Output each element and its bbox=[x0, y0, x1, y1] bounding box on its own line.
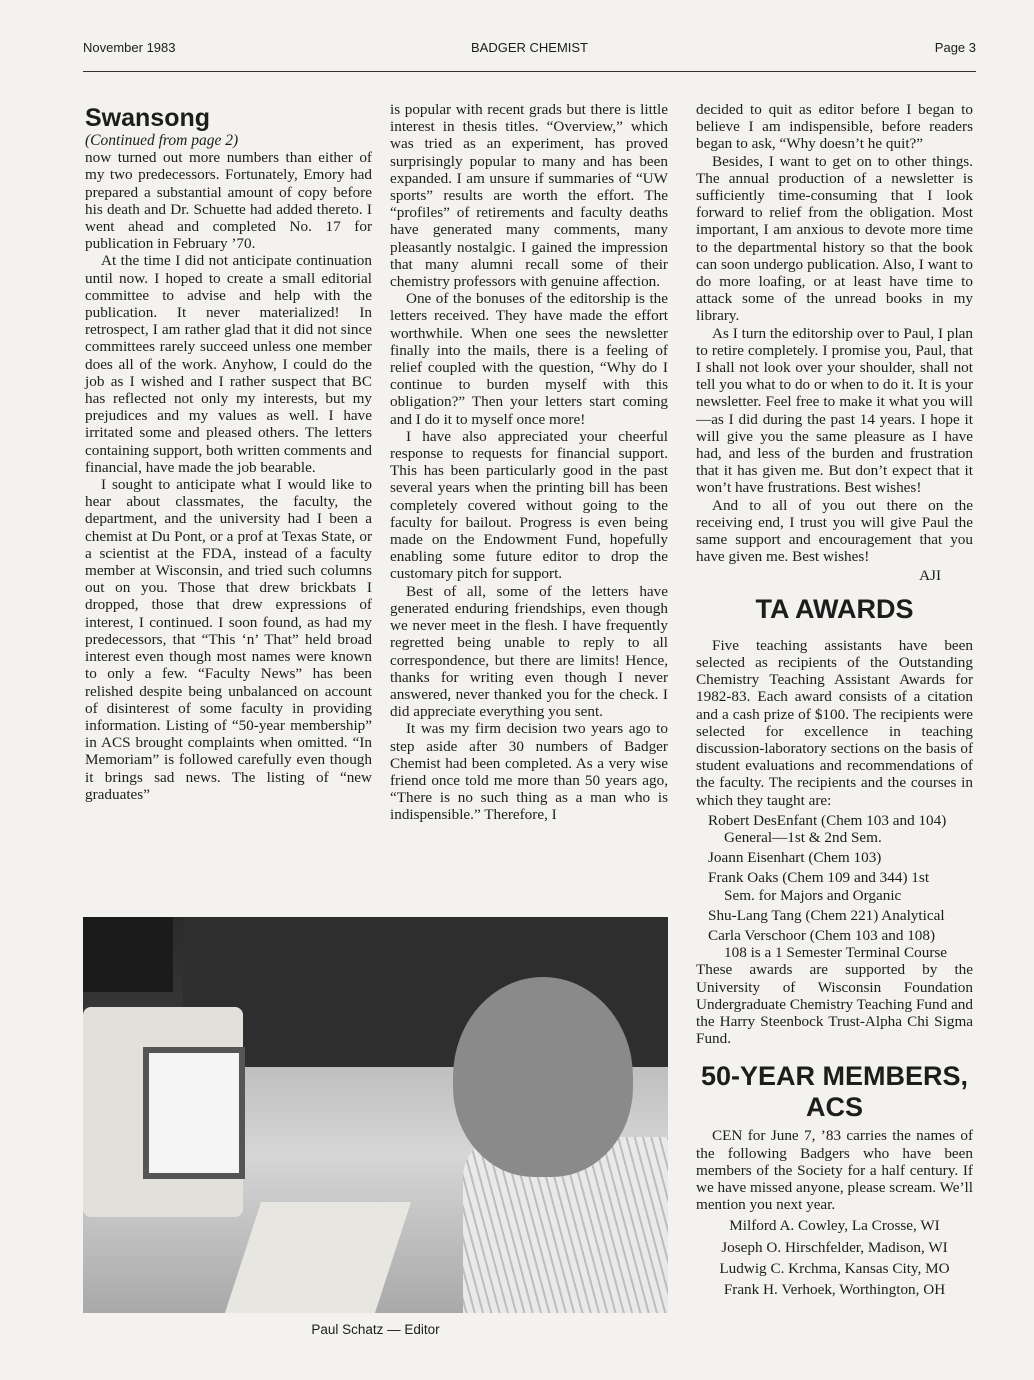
recipient-item bbox=[696, 907, 973, 924]
recipient-detail: Sem. for Majors and Organic bbox=[724, 886, 902, 904]
computer-screen bbox=[143, 1047, 245, 1179]
paragraph: now turned out more numbers than either of my two predecessors. Fortunately, Emory had prepared a substantial amount of copy before his death and Dr. Schuette had added thereto. I went ahead and completed No. 17 for publication in February ’70. bbox=[85, 149, 372, 253]
ta-awards-closing: These awards are supported by the University of Wisconsin Foundation Undergraduate Chemistry Teaching Fund and the Harry Steenbock Trust-Alpha Chi Sigma Fund. bbox=[696, 961, 973, 1048]
paragraph: One of the bonuses of the editorship is the letters received. They have made the effort worthwhile. When one sees the newsletter finally into the mails, there is a feeling of relief coupled with the question, “Why do I continue to burden myself with this obligation?” Then your letters start coming and I do it to myself once more! bbox=[390, 290, 668, 428]
column-3 bbox=[696, 101, 973, 1298]
paragraph: It was my firm decision two years ago to step aside after 30 numbers of Badger Chemist had been completed. As a very wise friend once told me more than 50 years ago, “There is no such thing as a man who is indispensible.” Therefore, I bbox=[390, 720, 668, 824]
recipient-detail: General—1st & 2nd Sem. bbox=[724, 828, 882, 846]
signature: AJI bbox=[919, 567, 941, 585]
person-head bbox=[453, 977, 633, 1177]
ta-awards-title: TA AWARDS bbox=[755, 593, 914, 624]
paragraph: And to all of you out there on the receiving end, I trust you will give Paul the same support and encouragement that you have given me. Best wishes! bbox=[696, 496, 973, 566]
issue-date: November 1983 bbox=[83, 40, 176, 55]
recipient-item bbox=[696, 849, 973, 866]
column-1 bbox=[85, 104, 372, 803]
wall-panel bbox=[83, 917, 173, 992]
member-item: Ludwig C. Krchma, Kansas City, MO bbox=[719, 1259, 950, 1277]
recipient-name: Shu-Lang Tang (Chem 221) Analytical bbox=[708, 906, 945, 924]
recipient-item bbox=[696, 869, 973, 903]
publication-name: BADGER CHEMIST bbox=[470, 40, 588, 55]
members-title: 50-YEAR MEMBERS, ACS bbox=[700, 1061, 969, 1123]
recipient-item bbox=[696, 812, 973, 846]
paragraph: As I turn the editorship over to Paul, I plan to retire completely. I promise you, Paul, that I shall not look over your shoulder, shall not tell you what to do or when to do it. It is your newsletter. Feel free to make it what you will—as I did during the past 14 years. I hope it will give you the same pleasure as I have had, and less of the burden and frustration that it has given me. But don’t expect that it won’t have frustrations. Best wishes! bbox=[696, 324, 973, 497]
recipient-detail: 108 is a 1 Semester Terminal Course bbox=[724, 944, 948, 962]
recipient-name: Robert DesEnfant (Chem 103 and 104) bbox=[708, 811, 947, 829]
member-item: Milford A. Cowley, La Crosse, WI bbox=[729, 1217, 940, 1235]
header-rule bbox=[83, 71, 976, 72]
paragraph: I sought to anticipate what I would like to hear about classmates, the faculty, the department, and the university had I been a chemist at Du Pont, or a prof at Texas State, or a scientist at the FDA, instead of a faculty member at Wisconsin, and tried such columns out on you. Those that drew brickbats I dropped, those that drew expressions of interest, I continued. I soon found, as had my predecessors, that “This ‘n’ That” held broad interest even though most names were known to only a few. “Faculty News” has been relished despite being unbalanced on account of disinterest of some faculty in providing information. Listing of “50-year membership” in ACS brought complaints when omitted. “In Memoriam” is followed carefully even though it brings sad news. The listing of “new graduates” bbox=[85, 476, 372, 803]
paragraph: At the time I did not anticipate continuation until now. I hoped to create a small editorial committee to advise and help with the publication. It never materialized! In retrospect, I am rather glad that it did not since committees rarely succeed unless one member does all of the work. Anyhow, I could do the job as I wished and I rather suspect that BC has reflected not only my interests, but my prejudices and my values as well. I have irritated some and pleased others. The letters containing support, both written comments and financial, have made the job bearable. bbox=[85, 252, 372, 476]
member-item: Joseph O. Hirschfelder, Madison, WI bbox=[721, 1238, 948, 1256]
page-header bbox=[83, 40, 976, 60]
keyboard bbox=[225, 1202, 411, 1313]
member-item: Frank H. Verhoek, Worthington, OH bbox=[723, 1280, 946, 1298]
paragraph: Best of all, some of the letters have generated enduring friendships, even though we never meet in the flesh. I have frequently regretted being unable to reply to all correspondence, but there are limits! Hence, thanks for writing even though I never answered, never thanked you for the check. I did appreciate everything you sent. bbox=[390, 582, 668, 721]
column-2 bbox=[390, 101, 668, 824]
paragraph: Besides, I want to get on to other things. The annual production of a newsletter is sufficiently time-consuming that I look forward to relief from the obligation. Most important, I am anxious to devote more time to the departmental history so that the book can soon undergo publication. Also, I want to do more loafing, or at least have time to attack some of the unread books in my library. bbox=[696, 152, 973, 325]
continued-note: (Continued from page 2) bbox=[85, 132, 239, 149]
editor-photo bbox=[83, 917, 668, 1313]
paragraph: is popular with recent grads but there is little interest in thesis titles. “Overview,” which was tried as an experiment, has proved surprisingly popular to many and has been expanded. I am unsure if summaries of “UW sports” results are worth the effort. The “profiles” of retirements and faculty deaths have generated many comments, many pleasantly nostalgic. I gained the impression that many alumni recall some of their chemistry professors with genuine affection. bbox=[390, 101, 668, 291]
paragraph: I have also appreciated your cheerful response to requests for financial support. This has been particularly good in the past several years when the printing bill has been completely covered without going to the faculty for bailout. Progress is even being made on the Endowment Fund, hopefully enabling some future editor to drop the customary pitch for support. bbox=[390, 427, 668, 583]
recipient-list bbox=[696, 812, 973, 962]
members-intro: CEN for June 7, ’83 carries the names of the following Badgers who have been members of the Society for a half century. If we have missed anyone, please scream. We’ll mention you next year. bbox=[696, 1127, 973, 1214]
recipient-name: Frank Oaks (Chem 109 and 344) 1st bbox=[708, 869, 930, 887]
paragraph: decided to quit as editor before I began to believe I am indispensible, before readers began to ask, “Why doesn’t he quit?” bbox=[696, 101, 973, 153]
recipient-name: Joann Eisenhart (Chem 103) bbox=[708, 849, 882, 867]
ta-awards-intro: Five teaching assistants have been selected as recipients of the Outstanding Chemistry Teaching Assistant Awards for 1982-83. Each award consists of a citation and a cash prize of $100. The recipients were selected for excellence in teaching discussion-laboratory sections on the basis of student evaluations and recommendations of the faculty. The recipients and the courses in which they taught are: bbox=[696, 636, 973, 809]
photo-caption: Paul Schatz — Editor bbox=[311, 1322, 440, 1337]
recipient-item bbox=[696, 927, 973, 961]
recipient-name: Carla Verschoor (Chem 103 and 108) bbox=[708, 926, 936, 944]
article-title: Swansong bbox=[85, 104, 211, 132]
page-number: Page 3 bbox=[934, 40, 976, 55]
